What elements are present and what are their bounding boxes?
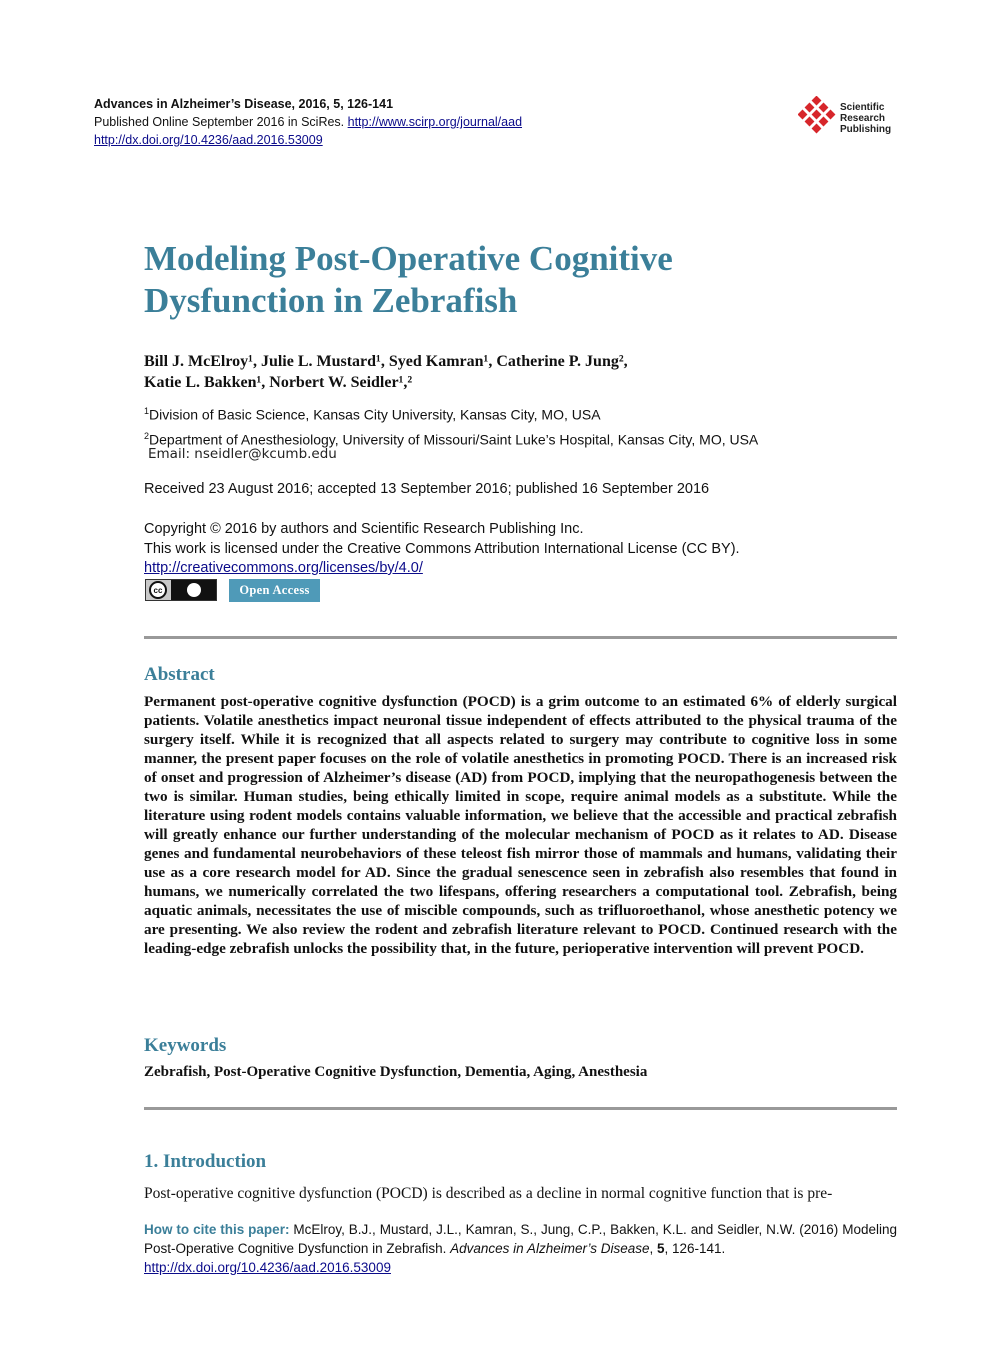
- contact-email[interactable]: Email: nseidler@kcumb.edu: [148, 446, 337, 462]
- cc-by-icon[interactable]: [145, 579, 217, 601]
- title-line-2: Dysfunction in Zebrafish: [144, 281, 518, 320]
- affiliation-1: [144, 401, 758, 426]
- keywords-list: Zebrafish, Post-Operative Cognitive Dysfunction, Dementia, Aging, Anesthesia: [144, 1064, 648, 1080]
- author-list: [144, 351, 864, 393]
- affiliation-1-text: Division of Basic Science, Kansas City University, Kansas City, MO, USA: [149, 406, 601, 423]
- cite-volume: 5: [657, 1241, 665, 1256]
- publisher-name-line2: Research: [840, 112, 886, 124]
- publisher-name-line3: Publishing: [840, 123, 892, 135]
- title-line-1: Modeling Post-Operative Cognitive: [144, 239, 673, 278]
- introduction-first-line: Post-operative cognitive dysfunction (POCD) is described as a decline in normal cognitive function that is pre-: [144, 1185, 833, 1202]
- publication-dates: Received 23 August 2016; accepted 13 September 2016; published 16 September 2016: [144, 481, 710, 497]
- cite-label: How to cite this paper:: [144, 1222, 290, 1237]
- cite-pages: , 126-141.: [664, 1241, 726, 1256]
- license-url-link[interactable]: http://creativecommons.org/licenses/by/4.0/: [144, 560, 423, 576]
- journal-citation-line: Advances in Alzheimer’s Disease, 2016, 5, 126-141: [94, 97, 394, 111]
- cite-authors: McElroy, B.J., Mustard, J.L., Kamran, S., Jung, C.P., Bakken, K.L. and Seidler, N.W. (2016) Modeling Post-Operative Cognitive Dysfunction in Zebrafish.: [144, 1222, 898, 1256]
- doi-link[interactable]: http://dx.doi.org/10.4236/aad.2016.53009: [94, 133, 323, 147]
- journal-url-link[interactable]: http://www.scirp.org/journal/aad: [347, 115, 523, 129]
- affiliations: [144, 401, 758, 450]
- section-divider: [144, 636, 897, 639]
- cite-doi-link[interactable]: http://dx.doi.org/10.4236/aad.2016.53009: [144, 1260, 391, 1275]
- affiliation-1-marker: 1: [144, 406, 150, 416]
- published-text: Published Online September 2016 in SciRes.: [94, 115, 348, 129]
- by-attribution-icon: [171, 580, 216, 600]
- published-line: [94, 113, 522, 131]
- keywords-heading: Keywords: [144, 1035, 227, 1056]
- open-access-badge: Open Access: [229, 579, 320, 602]
- license-statement: This work is licensed under the Creative Commons Attribution International License (CC BY).: [144, 540, 740, 557]
- abstract-heading: Abstract: [144, 664, 215, 685]
- copyright-line: Copyright © 2016 by authors and Scientific Research Publishing Inc.: [144, 521, 584, 537]
- publisher-name-line1: Scientific: [840, 101, 885, 113]
- introduction-heading: 1. Introduction: [144, 1151, 267, 1172]
- authors-line-1: Bill J. McElroy¹, Julie L. Mustard¹, Syed Kamran¹, Catherine P. Jung²,: [144, 353, 628, 370]
- authors-line-2: Katie L. Bakken¹, Norbert W. Seidler¹,²: [144, 374, 413, 391]
- abstract-body: Permanent post-operative cognitive dysfunction (POCD) is a grim outcome to an estimated 6% of elderly surgical patients. Volatile anesthetics impact neuronal tissue independent of effects attributed to the physical trauma of the surgery itself. While it is recognized that all aspects related to surgery may contribute to cognitive loss in some manner, the present paper focuses on the role of volatile anesthetics in promoting POCD. There is an increased risk of onset and progression of Alzheimer’s disease (AD) from POCD, implying that the neuropathogenesis between the two is similar. Human studies, being ethically limited in scope, require animal models as a substitute. While the literature using rodent models contains valuable information, we believe that the accessible and practical zebrafish will greatly enhance our further understanding of the molecular mechanism of POCD as it relates to AD. Disease genes and fundamental neurobehaviors of these teleost fish mirror those of mammals and humans, validating their use as a core research model for AD. Since the gradual senescence seen in zebrafish also resembles that found in humans, we numerically correlated the two lifespans, offering researchers a computational tool. Zebrafish, being aquatic animals, necessitates the use of miscible compounds, such as trifluoroethanol, whose anesthetic potency we are presenting. We also review the rodent and zebrafish literature relevant to POCD. Continued research with the leading-edge zebrafish unlocks the possibility that, in the future, perioperative intervention will prevent POCD.: [144, 693, 897, 957]
- journal-info: [94, 95, 522, 149]
- publisher-logo: [798, 96, 908, 140]
- scirp-logo-icon: [798, 96, 836, 140]
- affiliation-2-text: Department of Anesthesiology, University of Missouri/Saint Luke’s Hospital, Kansas City, MO, USA: [149, 431, 759, 448]
- how-to-cite: [144, 1220, 897, 1277]
- publisher-name: [840, 102, 891, 135]
- license-block: [144, 520, 740, 579]
- cc-circle-icon: cc: [149, 581, 167, 599]
- cite-journal: Advances in Alzheimer’s Disease: [450, 1241, 650, 1256]
- section-divider: [144, 1107, 897, 1110]
- affiliation-2-marker: 2: [144, 430, 150, 441]
- cite-separator: ,: [649, 1241, 657, 1256]
- paper-title: [144, 238, 844, 322]
